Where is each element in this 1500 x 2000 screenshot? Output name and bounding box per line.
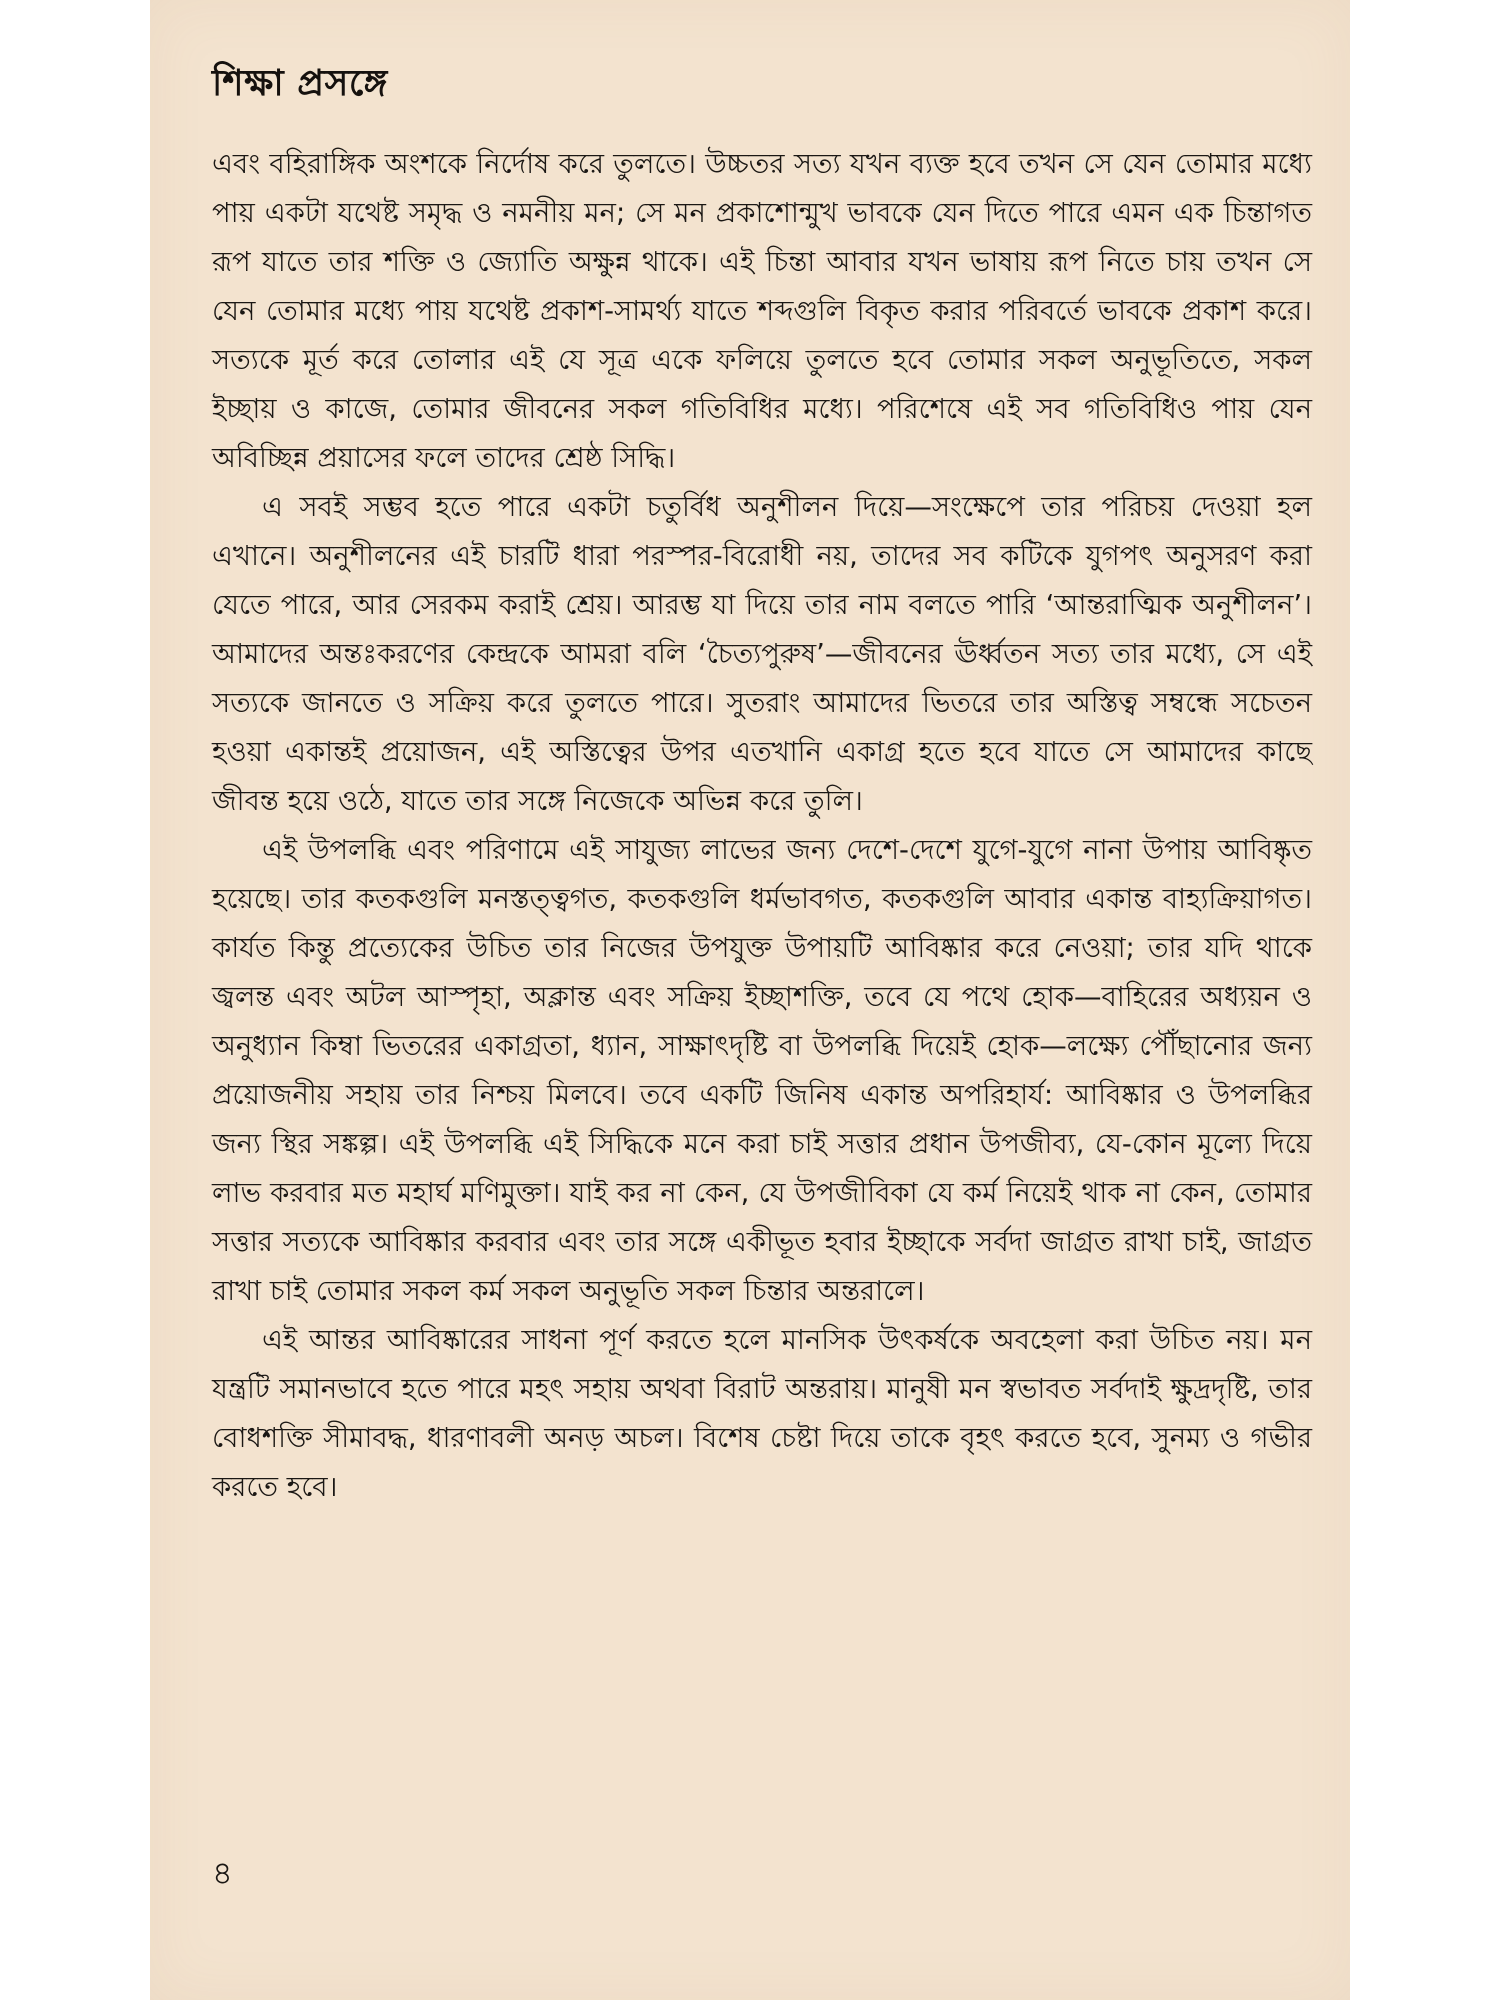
paragraph-4: এই আন্তর আবিষ্কারের সাধনা পূর্ণ করতে হলে মানসিক উৎকর্ষকে অবহেলা করা উচিত নয়। মন যন্ত্রটি সমানভাবে হতে পারে মহৎ সহায় অথবা বিরাট অন্তরায়। মানুষী মন স্বভাবত সর্বদাই ক্ষুদ্রদৃষ্টি, তার বোধশক্তি সীমাবদ্ধ, ধারণাবলী অনড় অচল। বিশেষ চেষ্টা দিয়ে তাকে বৃহৎ করতে হবে, সুনম্য ও গভীর করতে হবে।	[212, 1324, 1312, 1503]
book-page	[150, 0, 1350, 2000]
body-text	[212, 140, 1312, 1512]
paragraph-2: এ সবই সম্ভব হতে পারে একটা চতুর্বিধ অনুশীলন দিয়ে—সংক্ষেপে তার পরিচয় দেওয়া হল এখানে। অনুশীলনের এই চারটি ধারা পরস্পর-বিরোধী নয়, তাদের সব কটিকে যুগপৎ অনুসরণ করা যেতে পারে, আর সেরকম করাই শ্রেয়। আরম্ভ যা দিয়ে তার নাম বলতে পারি ‘আন্তরাত্মিক অনুশীলন’। আমাদের অন্তঃকরণের কেন্দ্রকে আমরা বলি ‘চৈত্যপুরুষ’—জীবনের ঊর্ধ্বতন সত্য তার মধ্যে, সে এই সত্যকে জানতে ও সক্রিয় করে তুলতে পারে। সুতরাং আমাদের ভিতরে তার অস্তিত্ব সম্বন্ধে সচেতন হওয়া একান্তই প্রয়োজন, এই অস্তিত্বের উপর এতখানি একাগ্র হতে হবে যাতে সে আমাদের কাছে জীবন্ত হয়ে ওঠে, যাতে তার সঙ্গে নিজেকে অভিন্ন করে তুলি।	[212, 491, 1312, 817]
running-header: শিক্ষা প্রসঙ্গে	[212, 63, 388, 104]
paragraph-3: এই উপলব্ধি এবং পরিণামে এই সাযুজ্য লাভের জন্য দেশে-দেশে যুগে-যুগে নানা উপায় আবিষ্কৃত হয়েছে। তার কতকগুলি মনস্তত্ত্বগত, কতকগুলি ধর্মভাবগত, কতকগুলি আবার একান্ত বাহ্যক্রিয়াগত। কার্যত কিন্তু প্রত্যেকের উচিত তার নিজের উপযুক্ত উপায়টি আবিষ্কার করে নেওয়া; তার যদি থাকে জ্বলন্ত এবং অটল আস্পৃহা, অক্লান্ত এবং সক্রিয় ইচ্ছাশক্তি, তবে যে পথে হোক—বাহিরের অধ্যয়ন ও অনুধ্যান কিম্বা ভিতরের একাগ্রতা, ধ্যান, সাক্ষাৎদৃষ্টি বা উপলব্ধি দিয়েই হোক—লক্ষ্যে পৌঁছানোর জন্য প্রয়োজনীয় সহায় তার নিশ্চয় মিলবে। তবে একটি জিনিষ একান্ত অপরিহার্য: আবিষ্কার ও উপলব্ধির জন্য স্থির সঙ্কল্প। এই উপলব্ধি এই সিদ্ধিকে মনে করা চাই সত্তার প্রধান উপজীব্য, যে-কোন মূল্যে দিয়ে লাভ করবার মত মহার্ঘ মণিমুক্তা। যাই কর না কেন, যে উপজীবিকা যে কর্ম নিয়েই থাক না কেন, তোমার সত্তার সত্যকে আবিষ্কার করবার এবং তার সঙ্গে একীভূত হবার ইচ্ছাকে সর্বদা জাগ্রত রাখা চাই, জাগ্রত রাখা চাই তোমার সকল কর্ম সকল অনুভূতি সকল চিন্তার অন্তরালে।	[212, 834, 1312, 1307]
paragraph-1: এবং বহিরাঙ্গিক অংশকে নির্দোষ করে তুলতে। উচ্চতর সত্য যখন ব্যক্ত হবে তখন সে যেন তোমার মধ্যে পায় একটা যথেষ্ট সমৃদ্ধ ও নমনীয় মন; সে মন প্রকাশোন্মুখ ভাবকে যেন দিতে পারে এমন এক চিন্তাগত রূপ যাতে তার শক্তি ও জ্যোতি অক্ষুন্ন থাকে। এই চিন্তা আবার যখন ভাষায় রূপ নিতে চায় তখন সে যেন তোমার মধ্যে পায় যথেষ্ট প্রকাশ-সামর্থ্য যাতে শব্দগুলি বিকৃত করার পরিবর্তে ভাবকে প্রকাশ করে। সত্যকে মূর্ত করে তোলার এই যে সূত্র একে ফলিয়ে তুলতে হবে তোমার সকল অনুভূতিতে, সকল ইচ্ছায় ও কাজে, তোমার জীবনের সকল গতিবিধির মধ্যে। পরিশেষে এই সব গতিবিধিও পায় যেন অবিচ্ছিন্ন প্রয়াসের ফলে তাদের শ্রেষ্ঠ সিদ্ধি।	[212, 148, 1312, 474]
page-number: ৪	[212, 1854, 233, 1892]
